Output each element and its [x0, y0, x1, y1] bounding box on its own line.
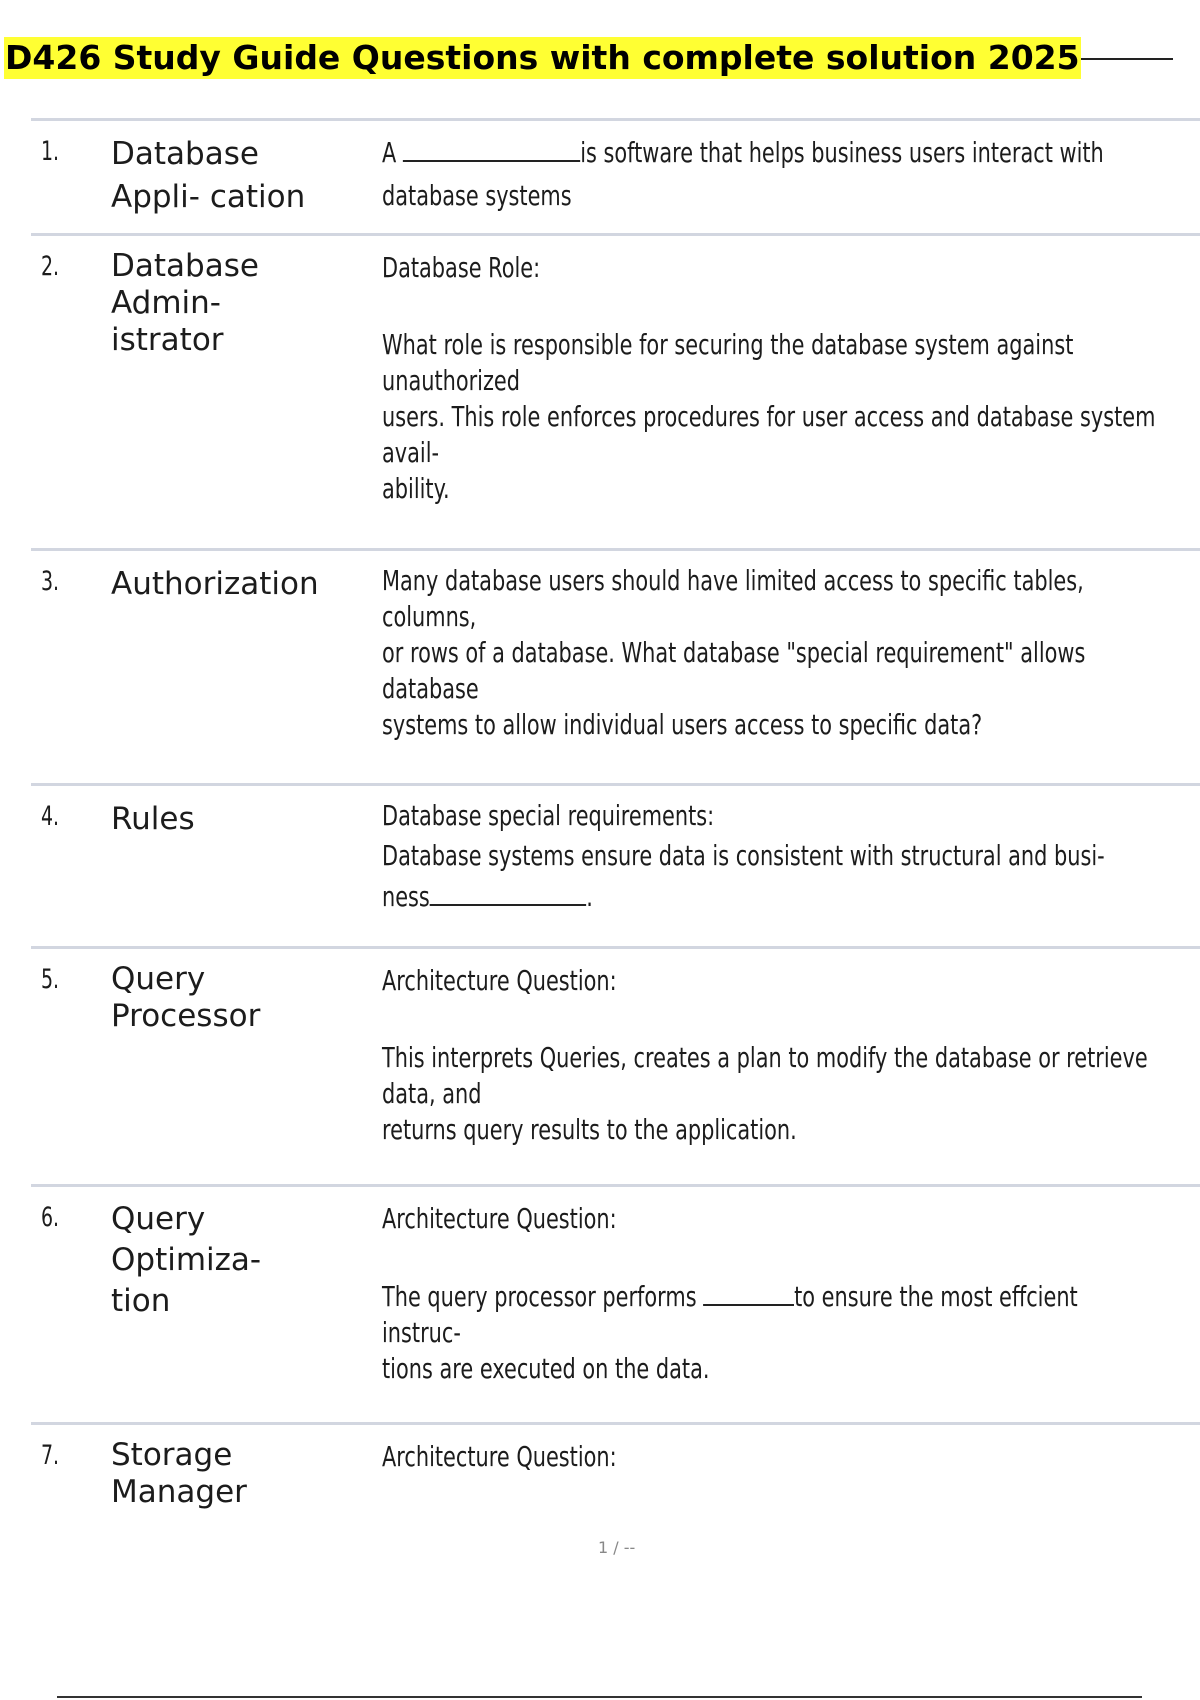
card-term: Authorization	[111, 566, 319, 602]
flashcard-table	[31, 118, 1200, 1535]
answer-blank	[703, 1278, 794, 1306]
card-row	[31, 233, 1200, 548]
card-row	[31, 1184, 1200, 1422]
card-number: 2.	[41, 251, 60, 282]
card-term: Query Optimiza- tion	[111, 1201, 262, 1319]
card-row	[31, 946, 1200, 1184]
title-underline	[1081, 58, 1173, 60]
card-row	[31, 783, 1200, 946]
card-term: Rules	[111, 801, 195, 837]
page-number: 1 / --	[598, 1538, 636, 1557]
card-number: 4.	[41, 801, 60, 832]
footer-rule	[57, 1696, 1142, 1698]
answer-blank	[430, 878, 586, 906]
card-question: Database Role: What role is responsible for securing the database system against unauthorized users. This role enforces procedures for user access and database system avail- ability.	[382, 251, 1156, 505]
card-number: 5.	[41, 964, 60, 995]
card-term: Storage Manager	[111, 1437, 247, 1510]
card-question: Database special requirements: Database systems ensure data is consistent with structural and busi- ness .	[382, 799, 1105, 913]
card-number: 6.	[41, 1202, 60, 1233]
page-title	[4, 36, 1144, 80]
card-term: Database Appli- cation	[111, 136, 306, 215]
card-row	[31, 1422, 1200, 1535]
card-question: A is software that helps business users interact with database systems	[382, 136, 1104, 212]
answer-blank	[403, 134, 580, 162]
card-question: Architecture Question: This interprets Queries, creates a plan to modify the database or retrieve data, and returns query results to the application.	[382, 964, 1148, 1146]
card-number: 3.	[41, 566, 60, 597]
page-title-text: D426 Study Guide Questions with complete solution 2025	[5, 38, 1080, 77]
card-question: Many database users should have limited access to specific tables, columns, or rows of a database. What database "special requirement" allows database systems to allow individual users access to specific data?	[382, 564, 1086, 741]
card-row	[31, 118, 1200, 233]
card-number: 1.	[41, 136, 60, 167]
card-row	[31, 548, 1200, 783]
card-question: Architecture Question:	[382, 1440, 617, 1473]
card-term: Query Processor	[111, 961, 261, 1034]
card-term: Database Admin- istrator	[111, 248, 259, 358]
card-number: 7.	[41, 1440, 60, 1471]
card-question: Architecture Question: The query processor performs to ensure the most eﬀcient instruc- tions are executed on the data.	[382, 1202, 1078, 1385]
